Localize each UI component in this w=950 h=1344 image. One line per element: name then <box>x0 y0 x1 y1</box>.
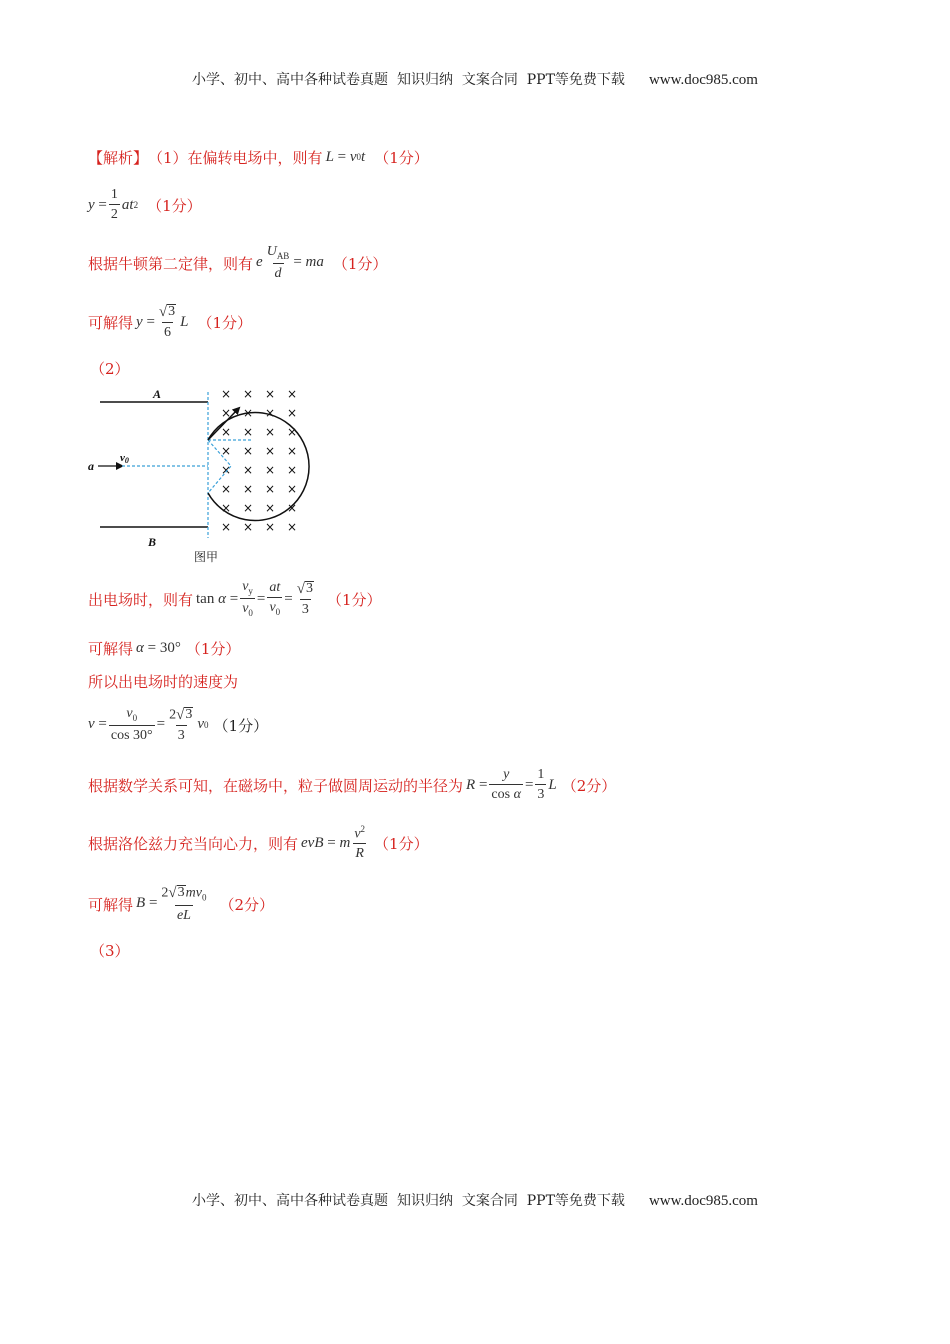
solution-line-7: 所以出电场时的速度为 <box>88 672 239 691</box>
solution-line-8: v = $\frac{v_0}{\cos 30^\circ}$ = 2 √ 3 3 v 0 （1分） <box>88 706 269 743</box>
field-x-mark: × <box>287 482 298 496</box>
field-x-mark: × <box>287 501 298 515</box>
field-x-mark: × <box>287 425 298 439</box>
solution-line-9: 根据数学关系可知，在磁场中，粒子做圆周运动的半径为 R = $\frac{y}{\text{cos α}}$ = $\frac{1}{3}$ L （2分） <box>88 767 617 802</box>
magnetic-field-marks <box>221 387 297 534</box>
formula-B: B = 2 √ 3 $mv_0$ eL <box>136 884 207 923</box>
field-x-mark: × <box>265 387 276 401</box>
field-x-mark: × <box>287 463 298 477</box>
formula-y: y = $\frac{1}{2}$ at 2 <box>88 187 139 222</box>
formula-y-result: y = √ 3 6 L <box>136 303 189 340</box>
field-x-mark: × <box>243 520 254 534</box>
label-b: B <box>148 535 157 549</box>
figure-jia <box>86 378 326 568</box>
label-a: A <box>153 387 162 401</box>
field-x-mark: × <box>265 406 276 420</box>
field-x-mark: × <box>221 520 232 534</box>
page-footer: 小学、初中、高中各种试卷真题 知识归纳 文案合同 PPT等免费下载 www.doc985.com <box>192 1193 758 1209</box>
field-x-mark: × <box>243 406 254 420</box>
solution-line-2: y = $\frac{1}{2}$ at 2 （1分） <box>88 187 202 222</box>
solution-line-6: 可解得 α = 30° （1分） <box>88 639 241 658</box>
solution-line-10: 根据洛伦兹力充当向心力，则有 evB = m $\frac{v^2}{R}$ （1分） <box>88 823 429 862</box>
field-x-mark: × <box>243 482 254 496</box>
field-x-mark: × <box>265 501 276 515</box>
v0-label: v0 <box>120 452 129 465</box>
field-x-mark: × <box>265 425 276 439</box>
part-3-label: （3） <box>90 942 130 960</box>
solution-line-3: 根据牛顿第二定律，则有 e $\frac{U_{AB}}{d}$ = ma （1分） <box>88 244 388 281</box>
solution-line-4: 可解得 y = √ 3 6 L （1分） <box>88 303 253 340</box>
field-x-mark: × <box>287 520 298 534</box>
field-x-mark: × <box>221 501 232 515</box>
field-x-mark: × <box>221 387 232 401</box>
field-x-mark: × <box>243 425 254 439</box>
solution-label: 【解析】 <box>88 148 149 167</box>
field-x-mark: × <box>243 463 254 477</box>
part-2-label: （2） <box>90 360 130 378</box>
field-x-mark: × <box>287 444 298 458</box>
formula-R: R = $\frac{y}{\text{cos α}}$ = $\frac{1}{3}$ L <box>466 767 557 802</box>
field-x-mark: × <box>243 501 254 515</box>
field-x-mark: × <box>221 406 232 420</box>
field-x-mark: × <box>221 463 232 477</box>
field-x-mark: × <box>287 387 298 401</box>
formula-newton: e $\frac{U_{AB}}{d}$ = ma <box>256 244 324 281</box>
page-header: 小学、初中、高中各种试卷真题 知识归纳 文案合同 PPT等免费下载 www.doc985.com <box>192 72 758 88</box>
field-x-mark: × <box>287 406 298 420</box>
figure-caption: 图甲 <box>194 550 219 564</box>
solution-line-1: 【解析】 （1）在偏转电场中，则有 L = v 0 t （1分） <box>88 148 429 167</box>
formula-evB: evB = m $\frac{v^2}{R}$ <box>301 823 366 862</box>
field-x-mark: × <box>265 482 276 496</box>
field-x-mark: × <box>221 444 232 458</box>
formula-tan: tan α = $\frac{v_y}{v_0}$ = $\frac{at}{v_0}$ = √ 3 3 <box>196 579 313 618</box>
field-x-mark: × <box>243 387 254 401</box>
field-x-mark: × <box>221 482 232 496</box>
field-x-mark: × <box>265 463 276 477</box>
field-x-mark: × <box>265 444 276 458</box>
field-x-mark: × <box>221 425 232 439</box>
field-x-mark: × <box>243 444 254 458</box>
formula-alpha: α = 30° <box>136 639 181 656</box>
solution-line-11: 可解得 B = 2 √ 3 $mv_0$ eL （2分） <box>88 884 275 923</box>
particle-label: a <box>88 459 94 473</box>
formula-L: L = v 0 t <box>325 148 366 165</box>
solution-line-5: 出电场时，则有 tan α = $\frac{v_y}{v_0}$ = $\frac{at}{v_0}$ = √ 3 3 （1分） <box>88 579 382 618</box>
field-x-mark: × <box>265 520 276 534</box>
formula-v: v = $\frac{v_0}{\cos 30^\circ}$ = 2 √ 3 3 v 0 <box>88 706 209 743</box>
